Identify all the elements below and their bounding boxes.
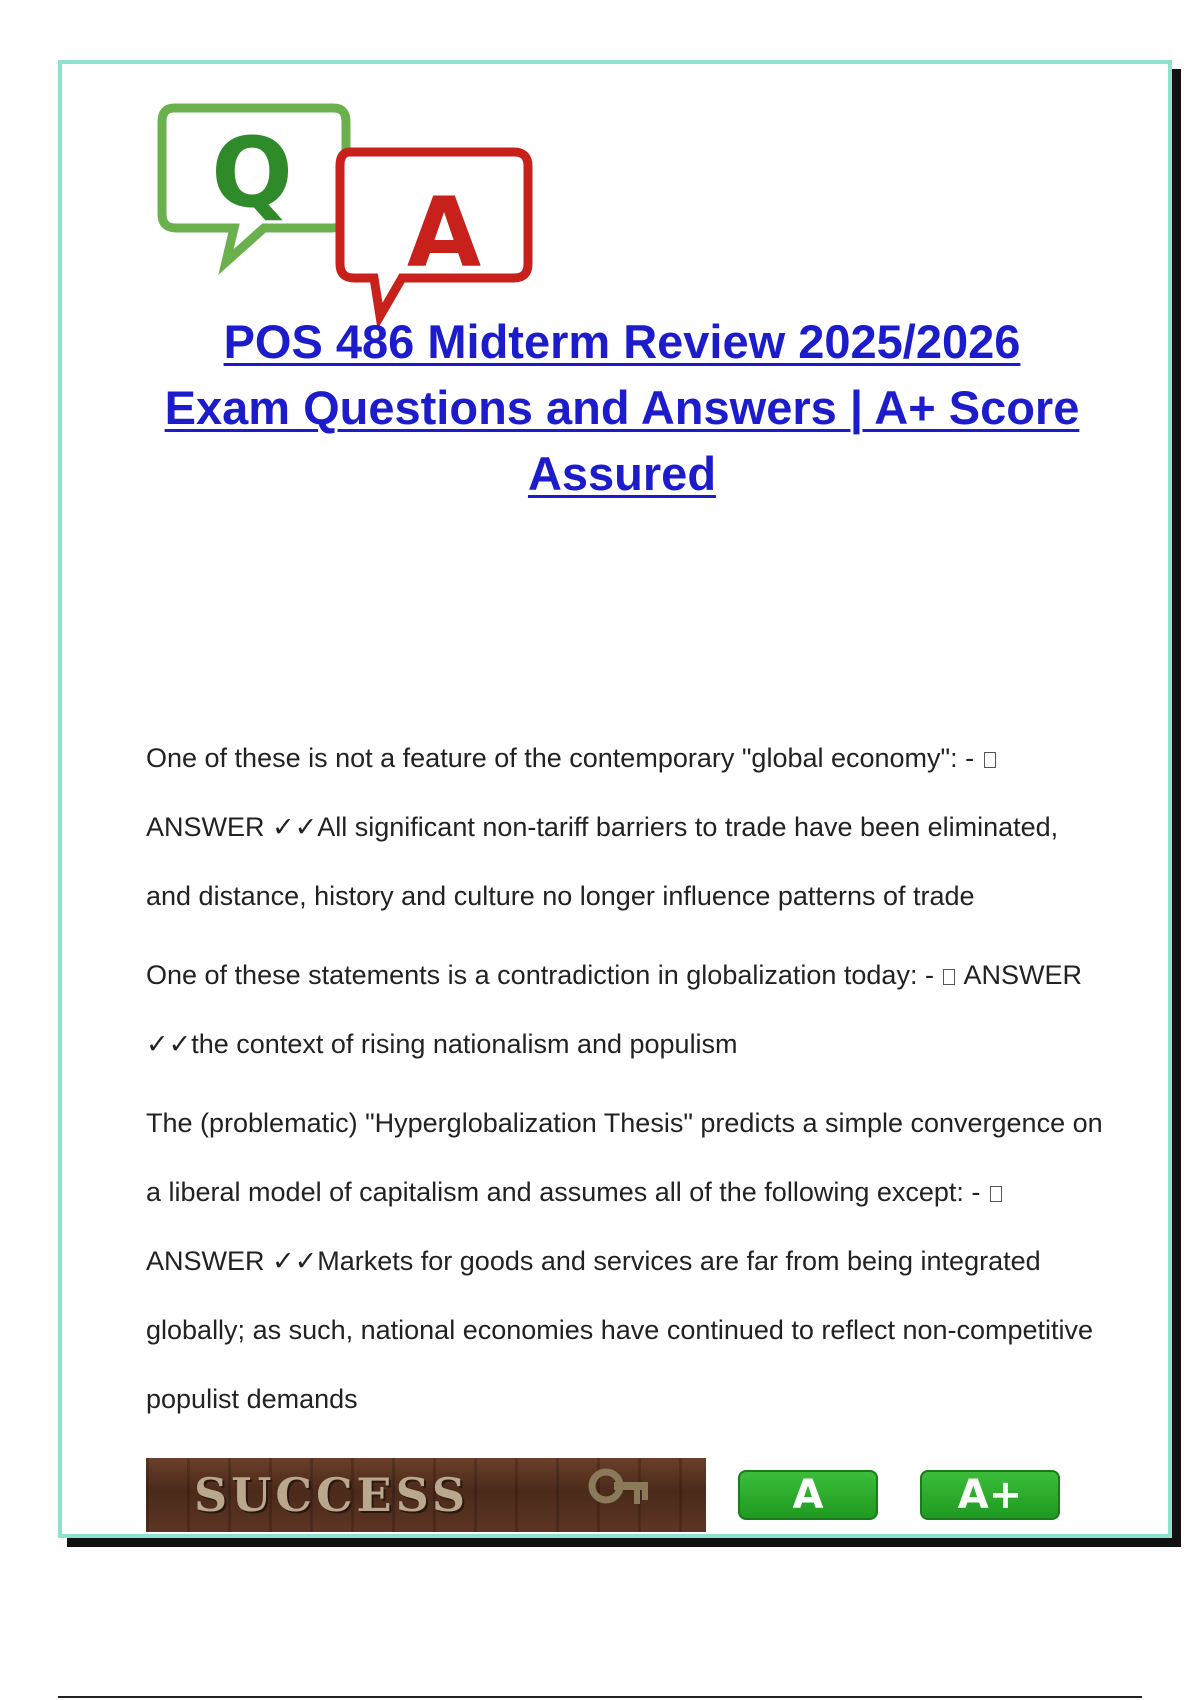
question-text: One of these is not a feature of the contemporary "global economy": - (146, 743, 982, 773)
grade-aplus-badge: A+ (920, 1470, 1060, 1520)
qa-item (146, 724, 1106, 931)
logo-a-letter: A (406, 177, 482, 289)
title-line-2: Exam Questions and Answers | A+ Score (164, 381, 1080, 434)
footer-divider (58, 1696, 1142, 1698)
title-line-1: POS 486 Midterm Review 2025/2026 (223, 315, 1021, 368)
answer-label: ANSWER ✓✓ (146, 1246, 318, 1276)
answer-label: ANSWER ✓✓ (146, 812, 318, 842)
success-banner (146, 1458, 706, 1532)
answer-text: All significant non-tariff barriers to trade have been eliminated, and distance, history and culture no longer influence patterns of trade (146, 812, 1059, 911)
document-page (58, 60, 1172, 1538)
answer-text: the context of rising nationalism and populism (191, 1029, 738, 1059)
answer-text: Markets for goods and services are far from being integrated globally; as such, national economies have continued to reflect non-competitive populist demands (146, 1246, 1094, 1414)
question-text: One of these statements is a contradiction in globalization today: - (146, 960, 942, 990)
qa-list (146, 724, 1106, 1444)
page-title (122, 309, 1122, 507)
qa-item (146, 1089, 1106, 1434)
answer-label: ANSWER ✓✓ (146, 960, 1082, 1059)
question-text: The (problematic) "Hyperglobalization Thesis" predicts a simple convergence on a liberal model of capitalism and assumes all of the following except: - (146, 1108, 1103, 1207)
success-label: SUCCESS (194, 1468, 470, 1522)
badge-row (146, 1458, 1106, 1532)
grade-a-badge: A (738, 1470, 878, 1520)
title-line-3: Assured (527, 447, 717, 500)
missing-glyph-icon (984, 752, 996, 768)
key-icon (584, 1464, 654, 1528)
missing-glyph-icon (990, 1186, 1002, 1202)
logo-q-letter: Q (211, 117, 293, 229)
missing-glyph-icon (943, 969, 955, 985)
qa-item (146, 941, 1106, 1079)
